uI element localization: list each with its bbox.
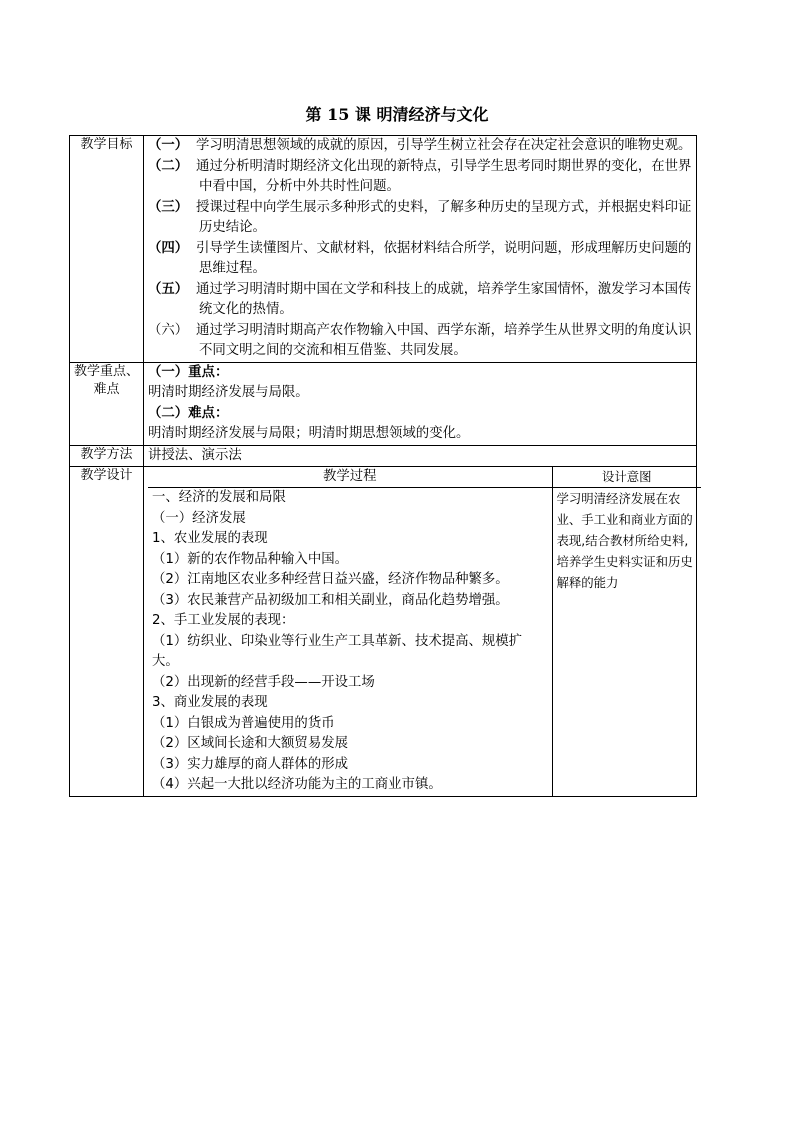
methods-row (70, 445, 697, 467)
objective-number: （四） (148, 240, 189, 256)
objective-item (148, 239, 692, 280)
design-body-row (148, 488, 701, 796)
objective-text: 引导学生读懂图片、文献材料，依据材料结合所学，说明问题，形成理解历史问题的思维过程。 (196, 240, 692, 276)
objective-number: （二） (148, 158, 189, 174)
objective-item (148, 321, 692, 362)
objective-item (148, 157, 692, 198)
process-line: 1、农业发展的表现 (152, 531, 268, 546)
process-line: （2）区域间长途和大额贸易发展 (152, 736, 348, 751)
design-row (70, 467, 697, 797)
difficulty-heading: （二）难点： (148, 405, 229, 421)
intent-content: 学习明清经济发展在农业、手工业和商业方面的表现,结合教材所给史料,培养学生史料实证和历史解释的能力 (552, 488, 701, 796)
objective-number: （三） (148, 199, 189, 215)
objective-text: 学习明清思想领域的成就的原因，引导学生树立社会存在决定社会意识的唯物史观。 (196, 138, 692, 153)
objective-number: （六） (148, 322, 189, 338)
lesson-plan-table (69, 135, 697, 797)
methods-text: 讲授法、演示法 (144, 445, 697, 467)
key-points-label: 教学重点、难点 (70, 362, 144, 445)
process-line: 2、手工业发展的表现： (152, 613, 295, 628)
page-title: 第 15 课 明清经济与文化 (305, 105, 489, 124)
design-inner-table (148, 467, 701, 796)
process-line: 一、经济的发展和局限 (152, 490, 286, 505)
process-line: （1）白银成为普遍使用的货币 (152, 715, 335, 731)
design-label: 教学设计 (70, 467, 144, 797)
objective-number: （一） (148, 138, 189, 153)
process-content (148, 488, 552, 796)
objective-number: （五） (148, 281, 189, 297)
process-line: （3）实力雄厚的商人群体的形成 (152, 756, 348, 772)
design-cell (144, 467, 697, 797)
process-line: （4）兴起一大批以经济功能为主的工商业市镇。 (152, 777, 442, 792)
process-line: （一）经济发展 (152, 510, 246, 526)
objectives-label: 教学目标 (70, 136, 144, 363)
intent-column-header: 设计意图 (552, 467, 701, 488)
focus-text: 明清时期经济发展与局限。 (148, 385, 309, 400)
process-line: （1）纺织业、印染业等行业生产工具革新、技术提高、规模扩大。 (152, 633, 523, 669)
objective-item (148, 280, 692, 321)
key-points-cell (144, 362, 697, 445)
objective-item (148, 136, 692, 157)
process-line: （3）农民兼营产品初级加工和相关副业，商品化趋势增强。 (152, 592, 509, 608)
design-header-row (148, 467, 701, 488)
process-line: （2）出现新的经营手段——开设工场 (152, 674, 375, 690)
objectives-cell (144, 136, 697, 363)
process-line: （1）新的农作物品种输入中国。 (152, 551, 348, 567)
process-line: 3、商业发展的表现 (152, 695, 268, 710)
objective-item (148, 198, 692, 239)
process-line: （2）江南地区农业多种经营日益兴盛，经济作物品种繁多。 (152, 572, 509, 587)
objectives-row (70, 136, 697, 363)
objective-text: 通过学习明清时期高产农作物输入中国、西学东渐，培养学生从世界文明的角度认识不同文明之间的交流和相互借鉴、共同发展。 (196, 322, 692, 358)
objective-text: 通过分析明清时期经济文化出现的新特点，引导学生思考同时期世界的变化，在世界中看中国，分析中外共时性问题。 (196, 158, 692, 194)
objective-text: 通过学习明清时期中国在文学和科技上的成就，培养学生家国情怀，激发学习本国传统文化的热情。 (196, 281, 692, 317)
process-column-header: 教学过程 (148, 467, 552, 488)
methods-label: 教学方法 (70, 445, 144, 467)
key-points-row (70, 362, 697, 445)
objective-text: 授课过程中向学生展示多种形式的史料，了解多种历史的呈现方式，并根据史料印证历史结论。 (196, 199, 692, 235)
difficulty-text: 明清时期经济发展与局限；明清时期思想领域的变化。 (148, 426, 470, 441)
focus-heading: （一）重点： (148, 364, 229, 380)
